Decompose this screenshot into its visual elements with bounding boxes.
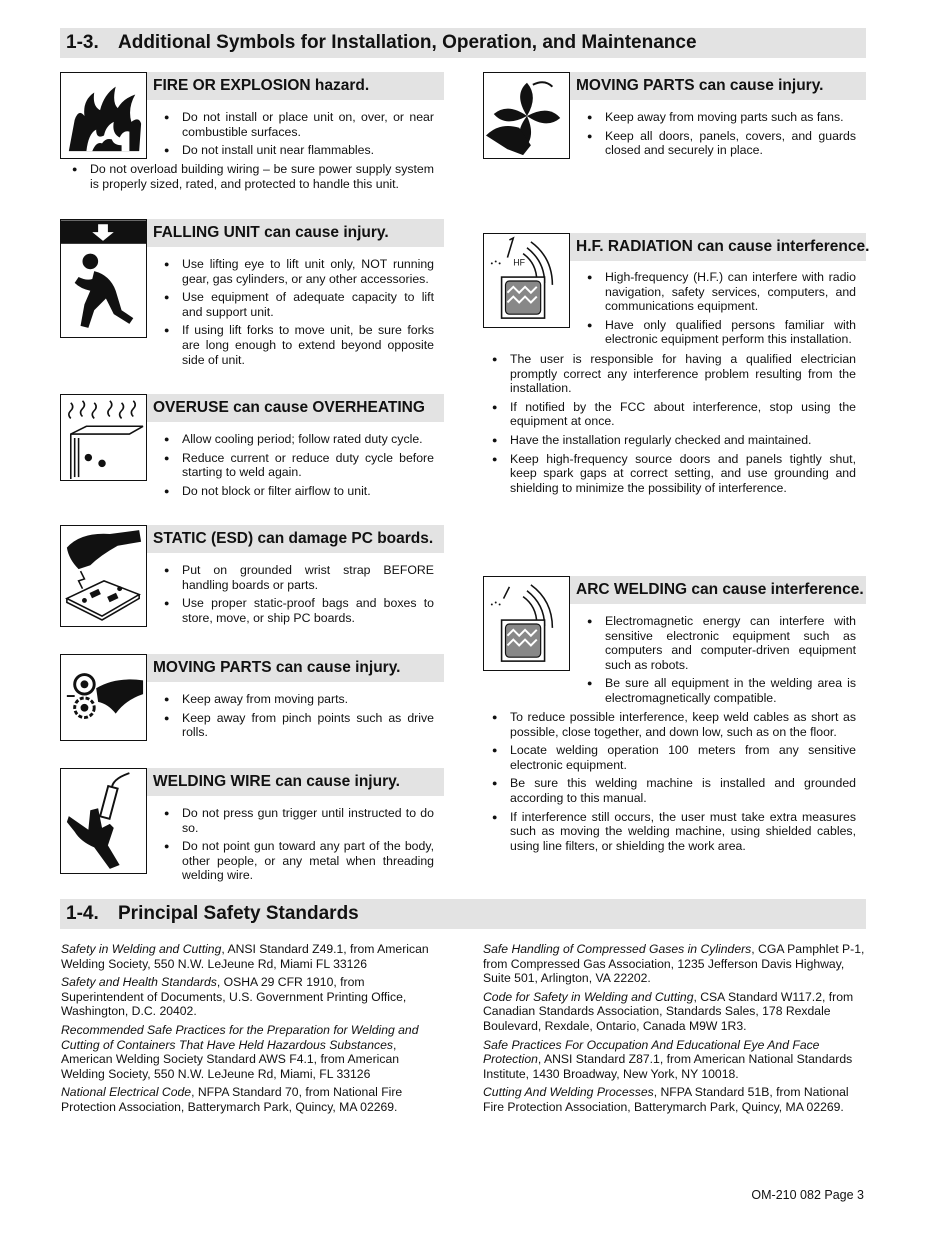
hazard-extra-bullets xyxy=(490,710,856,857)
list-item: ● Keep away from moving parts such as fans. xyxy=(585,110,856,125)
hazard-bullets xyxy=(162,563,434,629)
standard-entry: Safe Handling of Compressed Gases in Cylinders, CGA Pamphlet P-1, from Compressed Gas Association, 1235 Jefferson Davis Highway, Suite 501, Arlington, VA 22202. xyxy=(483,942,865,986)
hf-radiation-icon xyxy=(483,233,570,328)
hazard-title: ARC WELDING can cause interference. xyxy=(570,576,866,604)
standard-entry: Cutting And Welding Processes, NFPA Standard 51B, from National Fire Protection Association, Batterymarch Park, Quincy, MA 02269. xyxy=(483,1085,849,1114)
hazard-title: MOVING PARTS can cause injury. xyxy=(147,654,444,682)
list-item: ● Reduce current or reduce duty cycle before starting to weld again. xyxy=(162,451,434,480)
section-title: Additional Symbols for Installation, Operation, and Maintenance xyxy=(118,32,697,53)
section-number: 1-3. xyxy=(66,32,99,53)
list-item: ● Keep away from moving parts. xyxy=(162,692,434,707)
overheating-icon xyxy=(60,394,147,481)
list-item: ● Be sure all equipment in the welding area is electromagnetically compatible. xyxy=(585,676,856,705)
hazard-bullets xyxy=(162,806,434,887)
list-item: ● Do not install or place unit on, over, or near combustible surfaces. xyxy=(162,110,434,139)
hazard-bullets xyxy=(162,257,434,371)
falling-unit-icon xyxy=(60,219,147,338)
section-title: Principal Safety Standards xyxy=(118,903,359,924)
list-item: ● Do not point gun toward any part of the body, other people, or any metal when threading welding wire. xyxy=(162,839,434,883)
section-number: 1-4. xyxy=(66,903,99,924)
drive-rolls-icon xyxy=(60,654,147,741)
hazard-bullets xyxy=(162,692,434,744)
list-item: ● If using lift forks to move unit, be sure forks are long enough to extend beyond opposite side of unit. xyxy=(162,323,434,367)
list-item: ● Keep high-frequency source doors and panels tightly shut, keep spark gaps at correct setting, and use grounding and shielding to minimize the possibility of interference. xyxy=(490,452,856,496)
list-item: ● The user is responsible for having a qualified electrician promptly correct any interference problem resulting from the installation. xyxy=(490,352,856,396)
hazard-title: WELDING WIRE can cause injury. xyxy=(147,768,444,796)
list-item: ● Allow cooling period; follow rated duty cycle. xyxy=(162,432,434,447)
standards-left-column xyxy=(61,942,445,1119)
list-item: ● Use equipment of adequate capacity to lift and support unit. xyxy=(162,290,434,319)
list-item: ● Do not press gun trigger until instructed to do so. xyxy=(162,806,434,835)
hazard-bullets xyxy=(585,614,856,710)
standard-entry: Safe Practices For Occupation And Educational Eye And Face Protection, ANSI Standard Z87.1, from American National Standards Institute, 1430 Broadway, New York, NY 10018. xyxy=(483,1037,853,1081)
hazard-bullets xyxy=(585,270,856,351)
list-item: ● Electromagnetic energy can interfere with sensitive electronic equipment such as computers and computer-driven equipment such as robots. xyxy=(585,614,856,672)
hazard-title: OVERUSE can cause OVERHEATING xyxy=(147,394,444,422)
list-item: ● Do not overload building wiring – be sure power supply system is properly sized, rated, and protected to handle this unit. xyxy=(70,162,434,191)
hazard-bullets xyxy=(585,110,856,162)
hazard-title: STATIC (ESD) can damage PC boards. xyxy=(147,525,444,553)
standard-entry: Safety in Welding and Cutting, ANSI Standard Z49.1, from American Welding Society, 550 N.W. LeJeune Rd, Miami FL 33126 xyxy=(61,942,429,971)
standard-entry: Safety and Health Standards, OSHA 29 CFR 1910, from Superintendent of Documents, U.S. Government Printing Office, Washington, D.C. 20402. xyxy=(61,975,407,1019)
hazard-extra-bullets xyxy=(490,352,856,499)
standard-entry: National Electrical Code, NFPA Standard 70, from National Fire Protection Association, Batterymarch Park, Quincy, MA 02269. xyxy=(61,1085,403,1114)
hf-label: HF xyxy=(513,257,526,268)
standard-entry: Recommended Safe Practices for the Preparation for Welding and Cutting of Containers That Have Held Hazardous Substances, American Welding Society Standard AWS F4.1, from American Welding Society, 550 N.W. LeJeune Rd, Miami, FL 33126 xyxy=(61,1022,419,1081)
list-item: ● Do not block or filter airflow to unit. xyxy=(162,484,434,499)
list-item: ● Have the installation regularly checked and maintained. xyxy=(490,433,856,448)
list-item: ● Keep all doors, panels, covers, and guards closed and securely in place. xyxy=(585,129,856,158)
static-esd-icon xyxy=(60,525,147,627)
hazard-title: H.F. RADIATION can cause interference. xyxy=(570,233,866,261)
standards-right-column xyxy=(483,942,867,1119)
hazard-bullets xyxy=(162,432,434,502)
list-item: ● Locate welding operation 100 meters from any sensitive electronic equipment. xyxy=(490,743,856,772)
hazard-bullets xyxy=(162,110,434,162)
section-header-1-4 xyxy=(60,899,866,929)
standard-entry: Code for Safety in Welding and Cutting, CSA Standard W117.2, from Canadian Standards Association, Standards Sales, 178 Rexdale Boulevard, Rexdale, Ontario, Canada M9W 1R3. xyxy=(483,989,854,1033)
section-header-1-3 xyxy=(60,28,866,58)
list-item: ● Keep away from pinch points such as drive rolls. xyxy=(162,711,434,740)
arc-interference-icon xyxy=(483,576,570,671)
welding-wire-icon xyxy=(60,768,147,874)
hazard-title: FIRE OR EXPLOSION hazard. xyxy=(147,72,444,100)
page-footer: OM-210 082 Page 3 xyxy=(751,1188,864,1202)
list-item: ● Use proper static-proof bags and boxes to store, move, or ship PC boards. xyxy=(162,596,434,625)
list-item: ● Put on grounded wrist strap BEFORE handling boards or parts. xyxy=(162,563,434,592)
list-item: ● If notified by the FCC about interference, stop using the equipment at once. xyxy=(490,400,856,429)
hazard-extra-bullets xyxy=(70,162,434,195)
list-item: ● High-frequency (H.F.) can interfere with radio navigation, safety services, computers, and communications equipment. xyxy=(585,270,856,314)
fire-icon xyxy=(60,72,147,159)
hazard-title: FALLING UNIT can cause injury. xyxy=(147,219,444,247)
list-item: ● To reduce possible interference, keep weld cables as short as possible, close together, and down low, such as on the floor. xyxy=(490,710,856,739)
list-item: ● If interference still occurs, the user must take extra measures such as moving the welding machine, using shielded cables, using line filters, or shielding the work area. xyxy=(490,810,856,854)
list-item: ● Have only qualified persons familiar with electronic equipment perform this installation. xyxy=(585,318,856,347)
hazard-title: MOVING PARTS can cause injury. xyxy=(570,72,866,100)
list-item: ● Use lifting eye to lift unit only, NOT running gear, gas cylinders, or any other accessories. xyxy=(162,257,434,286)
list-item: ● Be sure this welding machine is installed and grounded according to this manual. xyxy=(490,776,856,805)
list-item: ● Do not install unit near flammables. xyxy=(162,143,434,158)
fan-icon xyxy=(483,72,570,159)
